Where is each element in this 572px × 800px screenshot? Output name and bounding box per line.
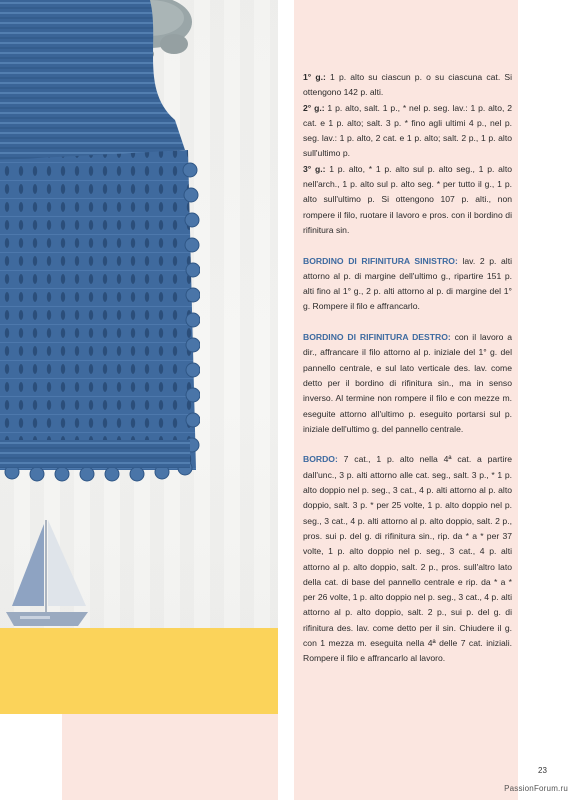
crochet-blanket [0, 0, 200, 490]
row-2-paragraph [303, 101, 512, 162]
edge-text: 7 cat., 1 p. alto nella 4ª cat. a partire dall'unc., 3 p. alti attorno alle cat. seg., salt. 3 p., * 1 p. alto doppio nel p. seg., 3 cat., 4 p. alti attorno al p. alto doppio, salt. 3 p. * per 25 volte, 1 p. alto doppio nel p. seg., 3 cat., 4 p. alti attorno al p. alto doppio, salt. 2 p., pros. sui p. del g. di rifinitura sin., rip. da * a * per 37 volte, 1 p. alto doppio nel p. seg., 3 cat., 4 p. alti attorno al p. alto doppio, salt. 2 p., pros. sull'altro lato della cat. di base del pannello centrale e rip. da * a * per 26 volte, 1 p. alto doppio nel p. seg., 3 cat., 4 p. alti attorno al p. alto doppio, salt. 2 p., sui p. del g. di rifinitura des. lav. come detto per il sin. Chiudere il g. con 1 mezza m. eseguita nella 4ª delle 7 cat. iniziali. Rompere il filo e affrancarlo al lavoro. [303, 454, 512, 664]
left-border-text: lav. 2 p. alti attorno al p. di margine dell'ultimo g., ripartire 151 p. alti fino al 1° g., 2 p. alti attorno al p. di margine del 1° g. Rompere il filo e affrancarlo. [303, 255, 512, 312]
right-border-paragraph [303, 330, 512, 437]
row-1-text: 1 p. alto su ciascun p. o su ciascuna cat. Si ottengono 142 p. alti. [303, 72, 512, 98]
left-border-paragraph [303, 254, 512, 315]
row-3-paragraph [303, 162, 512, 238]
row-3-label: 3° g.: [303, 163, 326, 174]
instructions-panel [294, 0, 518, 800]
edge-paragraph [303, 452, 512, 666]
lower-pink-panel [62, 714, 278, 800]
right-border-text: con il lavoro a dir., affrancare il filo attorno al p. iniziale del 1° g. del pannello centrale, e sul lato verticale des. lav. come detto per il bordino di rifinitura sin., ma in senso inverso. Al termine non rompere il filo e con mezze m. eseguite attorno all'ultimo p. eseguito portarsi sul p. iniziale dell'ultimo g. del pannello centrale. [303, 332, 512, 434]
instructions-text [303, 70, 512, 682]
row-2-label: 2° g.: [303, 102, 325, 113]
edge-heading: BORDO: [303, 454, 338, 465]
right-margin [518, 0, 572, 800]
right-border-heading: BORDINO DI RIFINITURA DESTRO: [303, 332, 451, 343]
left-border-heading: BORDINO DI RIFINITURA SINISTRO: [303, 255, 458, 266]
page-number: 23 [538, 766, 547, 775]
sailboat-icon [4, 516, 90, 628]
row-2-text: 1 p. alto, salt. 1 p., * nel p. seg. lav.: 1 p. alto, 2 cat. e 1 p. alto; salt. 3 p. * fino agli ultimi 4 p., nel p. seg. lav.: 1 p. alto, 2 cat. e 1 p. alto; salt. 2 p., 1 p. alto sull'ultimo p. [303, 102, 512, 159]
product-photo [0, 0, 278, 800]
row-1-label: 1° g.: [303, 72, 326, 82]
yellow-band [0, 628, 278, 714]
row-3-text: 1 p. alto, * 1 p. alto sul p. alto seg., 1 p. alto nell'arch., 1 p. alto sul p. alto seg. * per tutto il g., 1 p. alto sull'ultimo p. Si ottengono 107 p. alti., non rompere il filo, ruotare il lavoro e pros. con il bordino di rifinitura sin. [303, 163, 512, 235]
watermark: PassionForum.ru [504, 784, 568, 793]
page-gutter [278, 0, 294, 800]
row-1-paragraph [303, 70, 512, 101]
